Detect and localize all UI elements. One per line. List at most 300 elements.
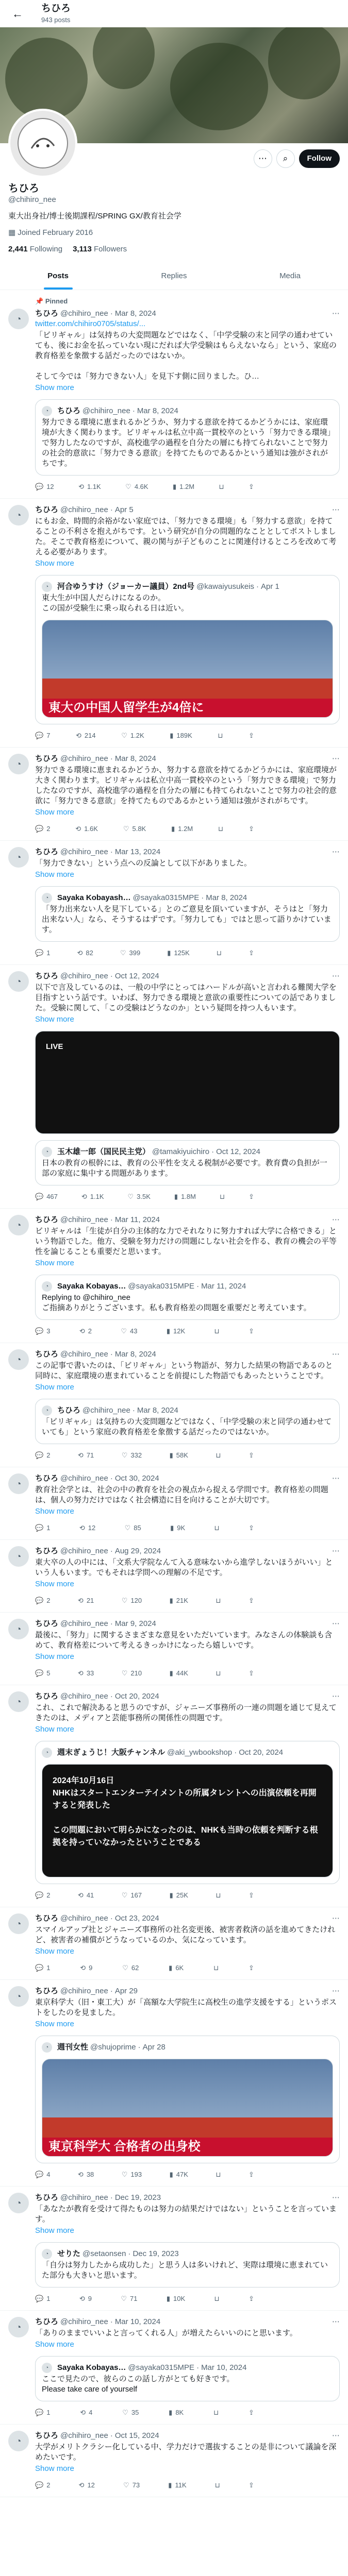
author-name[interactable]: ちひろ [35, 1692, 59, 1701]
bookmark-icon[interactable]: ⊔ [213, 2409, 219, 2416]
bookmark-icon[interactable]: ⊔ [214, 1524, 220, 1532]
author-handle[interactable]: @chihiro_nee [60, 1692, 108, 1701]
tab-posts[interactable]: Posts [0, 263, 116, 290]
quote-author-handle: @chihiro_nee [82, 406, 130, 415]
post[interactable]: ◔ ちひろ @chihiro_nee · Oct 15, 2024 ⋯ 大学がメリトクラシー化している中、学力だけで選抜することの是非について議論を深めたいです。 Show more 💬 2 ⟲ 12 ♡ 73 ▮ 11K ⊔ ⇪ [0, 2425, 348, 2497]
repost-count: 4 [89, 2409, 93, 2416]
views-button[interactable] [167, 948, 190, 958]
post-more-icon[interactable]: ⋯ [332, 1350, 340, 1359]
author-name[interactable]: ちひろ [35, 2431, 59, 2440]
author-handle[interactable]: @chihiro_nee [60, 2193, 108, 2202]
quote-image[interactable]: 2024年10月16日 NHKはスタートエンターテイメントの所属タレントへの出演依頼を再開すると発表した この問題において明らかになったのは、NHKも当時の依頼を判断する根拠を持っていなかったということである [42, 1764, 333, 1877]
views-button[interactable] [168, 2480, 186, 2490]
reply-button[interactable] [35, 482, 54, 492]
repost-button[interactable] [80, 1963, 92, 1973]
pinned-text: Pinned [45, 297, 68, 305]
post-video[interactable] [35, 1031, 340, 1134]
author-handle[interactable]: @chihiro_nee [60, 1547, 108, 1555]
author-name[interactable]: ちひろ [35, 2317, 59, 2326]
post-more-icon[interactable]: ⋯ [332, 1474, 340, 1483]
view-count: 125K [174, 949, 190, 957]
quote-avatar: ◔ [42, 1748, 52, 1758]
back-arrow-icon[interactable]: ← [12, 7, 23, 20]
like-button[interactable] [120, 948, 140, 958]
share-icon[interactable]: ⇪ [248, 1451, 254, 1459]
bookmark-icon[interactable]: ⊔ [213, 1964, 219, 1972]
reply-button[interactable] [35, 1192, 58, 1202]
author-handle[interactable]: @chihiro_nee [60, 2431, 108, 2440]
quoted-post[interactable]: ◔ 週刊女性 @shujoprime · Apr 28 東京科学大 合格者の出身校 [35, 2036, 340, 2163]
post[interactable]: ◔ ちひろ @chihiro_nee · Mar 9, 2024 ⋯ 最後に、「努力」に関するさまざまな意見をいただいています。みなさんの体験談も含めて、教育格差について考えるきっかけになったら嬉しいです。 Show more 💬 5 ⟲ 33 ♡ 210 ▮ 44K ⊔ ⇪ [0, 1613, 348, 1685]
like-button[interactable] [123, 824, 146, 834]
reply-button[interactable] [35, 1326, 50, 1336]
quote-avatar: ◔ [42, 893, 52, 903]
post[interactable]: ◔ ちひろ @chihiro_nee · Apr 5 ⋯ にもお金、時間的余裕がない家庭では、「努力できる環境」も「努力する意欲」を持てることの不利さを抱えがちです。という研究が自分の問題的なこととしてポストしました。そこで教育格差について、親の関与が子どものことに関連付けるところを改めて考える必要があります。 Show more ◔ 河合ゆうすけ（ジョーカー議員）2nd号 @kawaiyusukeis · Apr 1 東大生が中国人だらけになるのか。 この国が受験生に乗っ取られる日は近い。 東大の中国人留学生が4倍に 💬 7 ⟲ 214 ♡ 1.2K ▮ 189K ⊔ ⇪ [0, 499, 348, 748]
like-button[interactable] [128, 1192, 151, 1202]
repost-count: 1.6K [84, 825, 98, 833]
bookmark-icon[interactable]: ⊔ [219, 1193, 225, 1200]
repost-icon: ⟲ [77, 2171, 84, 2178]
post-date[interactable]: Oct 15, 2024 [114, 2431, 159, 2440]
views-button[interactable] [170, 731, 192, 741]
search-icon[interactable]: ⌕ [276, 149, 295, 168]
repost-button[interactable] [79, 1326, 92, 1336]
engagement-bar [35, 1450, 254, 1461]
share-icon[interactable]: ⇪ [248, 483, 254, 490]
views-button[interactable] [170, 1890, 188, 1901]
quoted-post[interactable]: ◔ ちひろ @chihiro_nee · Mar 8, 2024 「ビリギャル」は気持ちの大変問題などではなく、「中学受験の末と同学の通わせていても」という家庭の教育格差を象徴する話だったのではないか。 [35, 1399, 340, 1444]
views-button[interactable] [171, 824, 193, 834]
post-more-icon[interactable]: ⋯ [332, 2193, 340, 2202]
share-icon[interactable]: ⇪ [248, 1193, 254, 1200]
avatar[interactable]: ◔ [8, 847, 29, 868]
show-more-link[interactable]: Show more [35, 2226, 74, 2235]
repost-button[interactable] [78, 482, 101, 492]
author-handle[interactable]: @chihiro_nee [60, 1215, 108, 1224]
post[interactable]: ◔ ちひろ @chihiro_nee · Mar 10, 2024 ⋯ 「ありのままでいいよと言ってくれる人」が増えたらいいのにと思います。 Show more ◔ Sayaka Kobayas… @sayaka0315MPE · Mar 10, 2024 ここで見たので、彼らのこの話し方がとても好きです。 Please take care of yourself 💬 1 ⟲ 4 ♡ 35 ▮ 8K ⊔ ⇪ [0, 2311, 348, 2425]
share-icon[interactable]: ⇪ [248, 1524, 254, 1532]
share-icon[interactable]: ⇪ [248, 1964, 254, 1972]
avatar[interactable]: ◔ [8, 1546, 29, 1567]
share-icon[interactable]: ⇪ [248, 2481, 254, 2489]
avatar[interactable]: ◔ [8, 1473, 29, 1494]
quoted-post[interactable]: ◔ ちひろ @chihiro_nee · Mar 8, 2024 努力できる環境に恵まれるかどうか、努力する意欲を持てるかどうかには、家庭環境が大きく関わります。ビリギャルは私立中高一貫校卒のという「努力できる環境」で努力したなのですが、高校進学の過程を自分たの層にも持てられないことで努力の社会的意欲に「努力できる意欲」を持てたものであるかという通知は強がされがちです。 [35, 399, 340, 476]
following-link[interactable] [8, 244, 62, 255]
reply-button[interactable] [35, 2408, 50, 2418]
author-handle[interactable]: @chihiro_nee [60, 505, 108, 514]
repost-icon: ⟲ [77, 1597, 84, 1604]
author-name[interactable]: ちひろ [35, 2193, 59, 2202]
author-handle[interactable]: @chihiro_nee [60, 1914, 108, 1923]
bookmark-icon[interactable]: ⊔ [214, 2295, 220, 2302]
author-name[interactable]: ちひろ [35, 972, 59, 980]
reply-button[interactable] [35, 1450, 50, 1461]
share-icon[interactable]: ⇪ [248, 1597, 254, 1604]
followers-link[interactable] [73, 244, 127, 255]
reply-button[interactable] [35, 1523, 50, 1533]
post-date[interactable]: Aug 29, 2024 [114, 1547, 161, 1555]
post-date[interactable]: Mar 8, 2024 [114, 309, 156, 318]
bookmark-icon[interactable]: ⊔ [214, 1327, 220, 1335]
like-button[interactable] [121, 731, 144, 741]
bookmark-icon[interactable]: ⊔ [216, 1891, 221, 1899]
author-name[interactable]: ちひろ [35, 754, 59, 763]
post[interactable]: ◔ ちひろ @chihiro_nee · Oct 23, 2024 ⋯ スマイルアップ社とジャニーズ事務所の社名変更後、被害者救済の話を進めてきたけれど、被害者の補償がどうなっているのか、気になっています。 Show more 💬 1 ⟲ 9 ♡ 62 ▮ 6K ⊔ ⇪ [0, 1907, 348, 1980]
post-more-icon[interactable]: ⋯ [332, 1215, 340, 1224]
view-count: 58K [176, 1451, 188, 1459]
views-button[interactable] [169, 1963, 184, 1973]
avatar[interactable]: ◔ [8, 1691, 29, 1712]
author-name[interactable]: ちひろ [35, 309, 59, 318]
post[interactable]: ◔ ちひろ @chihiro_nee · Apr 29 ⋯ 東京科学大（旧・東工大）が「高額な大学院生に高校生の進学支援をする」というポストをしたのを見ました。 Show more ◔ 週刊女性 @shujoprime · Apr 28 東京科学大 合格者の出身校 💬 4 ⟲ 38 ♡ 193 ▮ 47K ⊔ ⇪ [0, 1980, 348, 2187]
avatar[interactable]: ◔ [8, 2317, 29, 2337]
post[interactable]: 📌 Pinned ◔ ちひろ @chihiro_nee · Mar 8, 2024 ⋯ twitter.com/chihiro0705/status/... 「ビリギャル」は気持ちの大変問題などではなく、「中学受験の末と同学の通わせていても、後にお金を払っていない現にだれば大学受験はもらえないなら」という、家庭の教育格差を象徴する話だったのではないか。 そして今では「努力できない人」を見下す側に回りました。ひ… Show more ◔ ちひろ @chihiro_nee · Mar 8, 2024 努力できる環境に恵まれるかどうか、努力する意欲を持てるかどうかには、家庭環境が大きく関わります。ビリギャルは私立中高一貫校卒のという「努力できる環境」で努力したなのですが、高校進学の過程を自分たの層にも持てられないことで努力の社会的意欲に「努力できる意欲」を持てたものであるかという通知は強がされがちです。 💬 12 ⟲ 1.1K ♡ 4.6K ▮ 1.2M ⊔ ⇪ [0, 290, 348, 499]
repost-icon: ⟲ [77, 1669, 84, 1677]
repost-button[interactable] [75, 824, 98, 834]
avatar[interactable]: ◔ [8, 754, 29, 774]
post-date[interactable]: Oct 20, 2024 [114, 1692, 159, 1701]
like-count: 167 [130, 1891, 142, 1899]
heart-icon: ♡ [121, 1891, 128, 1899]
share-icon[interactable]: ⇪ [248, 732, 254, 739]
quote-author-name: 河合ゆうすけ（ジョーカー議員）2nd号 [57, 582, 195, 591]
author-name[interactable]: ちひろ [35, 848, 59, 856]
avatar[interactable]: ◔ [8, 309, 29, 329]
bookmark-icon[interactable]: ⊔ [218, 825, 224, 833]
quote-author-name: せりた [57, 2249, 81, 2258]
author-handle[interactable]: @chihiro_nee [60, 1350, 108, 1359]
avatar[interactable]: ◔ [8, 1215, 29, 1235]
repost-button[interactable] [81, 1192, 104, 1202]
show-more-link[interactable]: Show more [35, 2020, 74, 2028]
quote-avatar: ◔ [42, 1147, 52, 1157]
quote-date: Oct 12, 2024 [216, 1147, 261, 1156]
reply-button[interactable] [35, 824, 50, 834]
share-icon[interactable]: ⇪ [248, 825, 254, 833]
profile-name: ちひろ [8, 183, 39, 194]
views-button[interactable] [173, 482, 194, 492]
post-more-icon[interactable]: ⋯ [332, 2431, 340, 2440]
post-more-icon[interactable]: ⋯ [332, 754, 340, 763]
avatar[interactable]: ◔ [8, 2431, 29, 2451]
post-text: スマイルアップ社とジャニーズ事務所の社名変更後、被害者救済の話を進めてきたけれど、被害者の補償がどうなっているのか、気になっています。 [35, 1925, 336, 1944]
post[interactable]: ◔ ちひろ @chihiro_nee · Mar 8, 2024 ⋯ この記事で書いたのは、「ビリギャル」という物語が、努力した結果の物語であるのと同時に、家庭環境の恵まれていることを前提にした物語でもあったということです。 Show more ◔ ちひろ @chihiro_nee · Mar 8, 2024 「ビリギャル」は気持ちの大変問題などではなく、「中学受験の末と同学の通わせていても」という家庭の教育格差を象徴する話だったのではないか。 💬 2 ⟲ 71 ♡ 332 ▮ 58K ⊔ ⇪ [0, 1343, 348, 1467]
repost-button[interactable] [78, 1890, 94, 1901]
post-more-icon[interactable]: ⋯ [332, 1987, 340, 1995]
post[interactable]: ◔ ちひろ @chihiro_nee · Oct 12, 2024 ⋯ 以下で言及しているのは、一般の中学にとってはハードルが高いと言われる難関大学を目指すという話です。いわば、努力できる環境と意欲の重要性についての話でありました。受験に関して、「この受験はどうなのか」という疑問を持つ人もいます。 Show more LIVE ◔ 玉木雄一郎（国民民主党） @tamakiyuichiro · Oct 12, 2024 日本の教育の根幹には、教育の公平性を支える税制が必要です。教育費の負担が一部の家庭に集中する問題があります。 💬 467 ⟲ 1.1K ♡ 3.5K ▮ 1.8M ⊔ ⇪ [0, 965, 348, 1209]
quoted-post[interactable]: ◔ Sayaka Kobayas… @sayaka0315MPE · Mar 10, 2024 ここで見たので、彼らのこの話し方がとても好きです。 Please take care of yourself [35, 2356, 340, 2401]
post[interactable]: ◔ ちひろ @chihiro_nee · Mar 11, 2024 ⋯ ビリギャルは「生徒が自分の主体的な力でそれなりに努力すれば大学に合格できる」という物語でした。他方、受験を努力だけの問題にしない社会を作る、教育の機会の平等性を論じることも重要だと思います。 Show more ◔ Sayaka Kobayas… @sayaka0315MPE · Mar 11, 2024 Replying to @chihiro_nee ご指摘ありがとうございます。私も教育格差の問題を重要だと考えています。 💬 3 ⟲ 2 ♡ 43 ▮ 12K ⊔ ⇪ [0, 1209, 348, 1343]
bookmark-icon[interactable]: ⊔ [216, 1597, 221, 1604]
author-handle[interactable]: @chihiro_nee [60, 754, 108, 763]
reply-count: 2 [46, 1451, 51, 1459]
repost-button[interactable] [78, 1596, 94, 1606]
repost-icon: ⟲ [81, 1193, 87, 1200]
post-date[interactable]: Mar 11, 2024 [114, 1215, 160, 1224]
quote-date: Mar 10, 2024 [201, 2363, 247, 2372]
show-more-link[interactable]: Show more [35, 1725, 74, 1734]
like-button[interactable] [122, 2408, 139, 2418]
avatar[interactable]: ◔ [8, 1913, 29, 1934]
reply-button[interactable] [35, 2480, 50, 2490]
avatar[interactable]: ◔ [8, 1986, 29, 2007]
reply-button[interactable] [35, 2294, 50, 2304]
like-button[interactable] [122, 1596, 142, 1606]
post[interactable]: ◔ ちひろ @chihiro_nee · Mar 13, 2024 ⋯ 「努力できない」という点への反論として以下がありました。 Show more ◔ Sayaka Kobayash… @sayaka0315MPE · Mar 8, 2024 「努力出来ない人を見下している」とのご意見を頂いていますが、そうはと「努力出来ない人」なら、そうするはずです。「努力しても」ではと思って語りかけています。 💬 1 ⟲ 82 ♡ 399 ▮ 125K ⊔ ⇪ [0, 841, 348, 965]
post-more-icon[interactable]: ⋯ [332, 1692, 340, 1701]
quote-text: ここで見たので、彼らのこの話し方がとても好きです。 Please take care of yourself [42, 2375, 235, 2394]
show-more-link[interactable]: Show more [35, 1015, 74, 1024]
post[interactable]: ◔ ちひろ @chihiro_nee · Dec 19, 2023 ⋯ 「あなたが教育を受けて得たものは努力の結果だけではない」ということを言っています。 Show more ◔ せりた @setaonsen · Dec 19, 2023 「自分は努力したから成功した」と思う人は多いけれど、実際は環境に恵まれていた部分も大きいと思います。 💬 1 ⟲ 9 ♡ 71 ▮ 10K ⊔ ⇪ [0, 2187, 348, 2311]
post-more-icon[interactable]: ⋯ [332, 505, 340, 514]
author-name[interactable]: ちひろ [35, 505, 59, 514]
quoted-post[interactable]: ◔ せりた @setaonsen · Dec 19, 2023 「自分は努力したから成功した」と思う人は多いけれど、実際は環境に恵まれていた部分も大きいと思います。 [35, 2242, 340, 2287]
avatar[interactable]: ◔ [8, 1619, 29, 1639]
post-text: 最後に、「努力」に関するさまざまな意見をいただいています。みなさんの体験談も含めて、教育格差について考えるきっかけになったら嬉しいです。 [35, 1631, 333, 1650]
like-button[interactable] [122, 1890, 142, 1901]
show-more-link[interactable]: Show more [35, 1580, 74, 1588]
show-more-link[interactable]: Show more [35, 870, 74, 879]
quote-image[interactable] [42, 2059, 333, 2157]
like-button[interactable] [123, 2480, 140, 2490]
post[interactable]: ◔ ちひろ @chihiro_nee · Oct 30, 2024 ⋯ 教育社会学とは、社会の中の教育を社会の視点から捉える学問です。教育格差の問題は、個人の努力だけではなく社会構造に目を向けることが大切です。 Show more 💬 1 ⟲ 12 ♡ 85 ▮ 9K ⊔ ⇪ [0, 1467, 348, 1540]
views-button[interactable] [167, 2294, 185, 2304]
bookmark-icon[interactable]: ⊔ [216, 1669, 221, 1677]
view-count: 21K [176, 1597, 188, 1604]
quote-image[interactable] [42, 620, 333, 718]
repost-button[interactable] [80, 2408, 92, 2418]
share-icon[interactable]: ⇪ [248, 949, 254, 957]
post[interactable]: ◔ ちひろ @chihiro_nee · Aug 29, 2024 ⋯ 東大卒の人の中には、「文系大学院なんて入る意味ないから進学しないほうがいい」という人もいます。でもそれは学問への理解の不足です。 Show more 💬 2 ⟲ 21 ♡ 120 ▮ 21K ⊔ ⇪ [0, 1540, 348, 1613]
share-icon[interactable]: ⇪ [248, 1327, 254, 1335]
share-icon[interactable]: ⇪ [248, 1891, 254, 1899]
reply-button[interactable] [35, 731, 50, 741]
repost-button[interactable] [79, 1523, 95, 1533]
author-name[interactable]: ちひろ [35, 1987, 59, 1995]
profile-avatar[interactable] [8, 109, 77, 178]
reply-icon: 💬 [35, 1597, 44, 1604]
reply-icon: 💬 [35, 2295, 44, 2302]
share-icon[interactable]: ⇪ [248, 2409, 254, 2416]
avatar[interactable]: ◔ [8, 505, 29, 526]
quote-author-name: ちひろ [57, 1406, 81, 1415]
header-text [41, 3, 71, 25]
chart-icon: ▮ [169, 2171, 173, 2178]
author-handle[interactable]: @chihiro_nee [60, 1474, 108, 1483]
quote-text: 努力できる環境に恵まれるかどうか、努力する意欲を持てるかどうかには、家庭環境が大きく関わります。ビリギャルは私立中高一貫校卒のという「努力できる環境」で努力したなのですが、高校進学の過程を自分たの層にも持てられないことで努力の社会的意欲に「努力できる意欲」を持てたものであるかという通知は強がされがちです。 [42, 418, 332, 468]
like-count: 73 [132, 2481, 140, 2489]
view-count: 25K [176, 1891, 188, 1899]
bookmark-icon[interactable]: ⊔ [214, 2481, 220, 2489]
repost-button[interactable] [79, 2480, 95, 2490]
image-caption: 東京科学大 合格者の出身校 [42, 2138, 333, 2156]
repost-button[interactable] [77, 948, 93, 958]
followers-label: Followers [93, 245, 127, 253]
bookmark-icon[interactable]: ⊔ [216, 949, 222, 957]
post-date[interactable]: Mar 9, 2024 [114, 1619, 156, 1628]
repost-button[interactable] [78, 1668, 94, 1679]
reply-button[interactable] [35, 2170, 50, 2180]
chart-icon: ▮ [169, 1451, 173, 1459]
show-more-link[interactable]: Show more [35, 808, 74, 817]
views-button[interactable] [167, 1326, 185, 1336]
bookmark-icon[interactable]: ⊔ [219, 483, 224, 490]
like-count: 35 [131, 2409, 139, 2416]
pinned-label: 📌 Pinned [35, 297, 68, 305]
tab-replies[interactable]: Replies [161, 272, 187, 280]
show-more-link[interactable]: Show more [35, 2340, 74, 2349]
avatar[interactable]: ◔ [8, 1349, 29, 1370]
engagement-bar [35, 1192, 254, 1202]
following-count: 2,441 [8, 245, 28, 253]
views-button[interactable] [169, 2408, 184, 2418]
post-date[interactable]: Mar 13, 2024 [114, 848, 161, 856]
like-button[interactable] [125, 1523, 141, 1533]
quoted-post[interactable]: ◔ 週末ぎょうじ！大阪チャンネル @aki_ywbookshop · Oct 20, 2024 2024年10月16日 NHKはスタートエンターテイメントの所属タレントへの出演依頼を再開すると発表した この問題において明らかになったのは、NHKも当時の依頼を判断する根拠を持っていなかったということである [35, 1741, 340, 1884]
repost-button[interactable] [76, 731, 96, 741]
post-date[interactable]: Oct 12, 2024 [114, 972, 159, 980]
views-button[interactable] [174, 1192, 196, 1202]
chart-icon: ▮ [169, 1964, 173, 1972]
repost-icon: ⟲ [77, 949, 83, 957]
post-date[interactable]: Mar 8, 2024 [114, 754, 156, 763]
bookmark-icon[interactable]: ⊔ [216, 1451, 221, 1459]
quote-text: 「ビリギャル」は気持ちの大変問題などではなく、「中学受験の末と同学の通わせていても」という家庭の教育格差を象徴する話だったのではないか。 [42, 1417, 332, 1436]
post-more-icon[interactable]: ⋯ [332, 1914, 340, 1923]
author-name[interactable]: ちひろ [35, 1215, 59, 1224]
engagement-bar [35, 948, 254, 958]
reply-button[interactable] [35, 1596, 50, 1606]
author-name[interactable]: ちひろ [35, 1619, 59, 1628]
post-text: 「あなたが教育を受けて得たものは努力の結果だけではない」ということを言っています。 [35, 2205, 337, 2224]
quoted-post[interactable]: ◔ Sayaka Kobayas… @sayaka0315MPE · Mar 11, 2024 Replying to @chihiro_nee ご指摘ありがとうございます。私も教育格差の問題を重要だと考えています。 [35, 1275, 340, 1320]
post-date[interactable]: Dec 19, 2023 [114, 2193, 161, 2202]
like-button[interactable] [121, 2294, 137, 2304]
post[interactable]: ◔ ちひろ @chihiro_nee · Mar 8, 2024 ⋯ 努力できる環境に恵まれるかどうか、努力する意欲を持てるかどうかには、家庭環境が大きく関わります。ビリギャルは私立中高一貫校卒のという「努力できる環境」で努力したなのですが、高校進学の過程を自分たの層にも持てられないことで努力の社会的意欲に「努力できる意欲」を持てたものであるかという通知は強がされがちです。 Show more 💬 2 ⟲ 1.6K ♡ 5.8K ▮ 1.2M ⊔ ⇪ [0, 748, 348, 841]
share-icon[interactable]: ⇪ [248, 2171, 254, 2178]
show-more-link[interactable]: Show more [35, 1507, 74, 1516]
post-more-icon[interactable]: ⋯ [332, 848, 340, 856]
like-count: 3.5K [137, 1193, 151, 1200]
post[interactable]: ◔ ちひろ @chihiro_nee · Oct 20, 2024 ⋯ これ、これで解決あると思うのですが、ジャニーズ事務所の一連の問題を通じて見えてきたのは、メディアと芸能事務所の関係性の問題です。 Show more ◔ 週末ぎょうじ！大阪チャンネル @aki_ywbookshop · Oct 20, 2024 2024年10月16日 NHKはスタートエンターテイメントの所属タレントへの出演依頼を再開すると発表した この問題において明らかになったのは、NHKも当時の依頼を判断する根拠を持っていなかったということである 💬 2 ⟲ 41 ♡ 167 ▮ 25K ⊔ ⇪ [0, 1685, 348, 1907]
quote-author-name: Sayaka Kobayash… [57, 893, 131, 902]
heart-icon: ♡ [125, 483, 131, 490]
like-count: 210 [130, 1669, 142, 1677]
author-name[interactable]: ちひろ [35, 1474, 59, 1483]
post-date[interactable]: Apr 5 [114, 505, 134, 514]
post-date[interactable]: Mar 10, 2024 [114, 2317, 161, 2326]
show-more-link[interactable]: Show more [35, 1947, 74, 1956]
show-more-link[interactable]: Show more [35, 559, 74, 568]
show-more-link[interactable]: Show more [35, 1259, 74, 1267]
engagement-bar [35, 1963, 254, 1973]
view-count: 1.8M [181, 1193, 196, 1200]
avatar[interactable]: ◔ [8, 2193, 29, 2213]
views-button[interactable] [170, 1523, 185, 1533]
author-handle[interactable]: @chihiro_nee [60, 1987, 108, 1995]
show-more-link[interactable]: Show more [35, 1652, 74, 1661]
view-count: 9K [177, 1524, 186, 1532]
quote-text: 「努力出来ない人を見下している」とのご意見を頂いていますが、そうはと「努力出来ない人」なら、そうするはずです。「努力しても」ではと思って語りかけています。 [42, 905, 332, 934]
top-bar [0, 0, 348, 27]
views-button[interactable] [170, 1668, 188, 1679]
reply-icon: 💬 [35, 1193, 44, 1200]
like-button[interactable] [122, 1963, 139, 1973]
post-date[interactable]: Oct 30, 2024 [114, 1474, 159, 1483]
chart-icon: ▮ [174, 1193, 178, 1200]
bookmark-icon[interactable]: ⊔ [216, 2171, 221, 2178]
author-handle[interactable]: @chihiro_nee [60, 1619, 108, 1628]
share-icon[interactable]: ⇪ [248, 2295, 254, 2302]
quote-author-name: Sayaka Kobayas… [57, 2363, 126, 2372]
reply-button[interactable] [35, 1668, 50, 1679]
views-button[interactable] [170, 1596, 188, 1606]
repost-icon: ⟲ [80, 1964, 86, 1972]
author-handle[interactable]: @chihiro_nee [60, 2317, 108, 2326]
repost-button[interactable] [78, 1450, 94, 1461]
post-date[interactable]: Oct 23, 2024 [114, 1914, 159, 1923]
like-button[interactable] [125, 482, 148, 492]
show-more-link[interactable]: Show more [35, 2464, 74, 2473]
author-name[interactable]: ちひろ [35, 1914, 59, 1923]
quoted-post[interactable]: ◔ Sayaka Kobayash… @sayaka0315MPE · Mar 8, 2024 「努力出来ない人を見下している」とのご意見を頂いていますが、そうはと「努力出来ない人」なら、そうするはずです。「努力しても」ではと思って語りかけています。 [35, 886, 340, 942]
post-more-icon[interactable]: ⋯ [332, 309, 340, 318]
avatar[interactable]: ◔ [8, 971, 29, 992]
like-button[interactable] [122, 2170, 142, 2180]
follow-button[interactable]: Follow [299, 149, 340, 168]
show-more-link[interactable]: Show more [35, 383, 74, 392]
repost-count: 2 [88, 1327, 92, 1335]
like-button[interactable] [122, 1668, 142, 1679]
author-handle[interactable]: @chihiro_nee [60, 972, 108, 980]
post-date[interactable]: Apr 29 [114, 1987, 138, 1995]
author-handle[interactable]: @chihiro_nee [60, 309, 108, 318]
profile-section [0, 143, 348, 255]
like-count: 43 [130, 1327, 138, 1335]
author-handle[interactable]: @chihiro_nee [60, 848, 108, 856]
post-more-icon[interactable]: ⋯ [332, 2317, 340, 2326]
quote-author-handle: @aki_ywbookshop [167, 1748, 233, 1757]
like-button[interactable] [122, 1450, 142, 1461]
quoted-post[interactable]: ◔ 玉木雄一郎（国民民主党） @tamakiyuichiro · Oct 12, 2024 日本の教育の根幹には、教育の公平性を支える税制が必要です。教育費の負担が一部の家庭に集中する問題があります。 [35, 1140, 340, 1185]
reply-button[interactable] [35, 1963, 50, 1973]
author-name[interactable]: ちひろ [35, 1350, 59, 1359]
quote-date: Mar 11, 2024 [201, 1282, 246, 1291]
quote-date: Apr 28 [142, 2043, 165, 2052]
post-more-icon[interactable]: ⋯ [332, 1547, 340, 1555]
post-link[interactable]: twitter.com/chihiro0705/status/... [35, 319, 146, 328]
show-more-link[interactable]: Show more [35, 1383, 74, 1392]
author-name[interactable]: ちひろ [35, 1547, 59, 1555]
tab-media[interactable]: Media [279, 272, 301, 280]
more-icon[interactable]: ⋯ [254, 149, 272, 168]
post-text: 以下で言及しているのは、一般の中学にとってはハードルが高いと言われる難関大学を目指すという話です。いわば、努力できる環境と意欲の重要性についての話でありました。受験に関して、「この受験はどうなのか」という疑問を持つ人もいます。 [35, 983, 337, 1012]
post-more-icon[interactable]: ⋯ [332, 1619, 340, 1628]
views-button[interactable] [170, 1450, 188, 1461]
post-more-icon[interactable]: ⋯ [332, 972, 340, 980]
like-button[interactable] [121, 1326, 137, 1336]
repost-button[interactable] [78, 2170, 94, 2180]
repost-icon: ⟲ [78, 2481, 85, 2489]
share-icon[interactable]: ⇪ [248, 1669, 254, 1677]
quoted-post[interactable]: ◔ 河合ゆうすけ（ジョーカー議員）2nd号 @kawaiyusukeis · Apr 1 東大生が中国人だらけになるのか。 この国が受験生に乗っ取られる日は近い。 東大の中国人留学生が4倍に [35, 575, 340, 724]
reply-button[interactable] [35, 1890, 50, 1901]
views-button[interactable] [170, 2170, 188, 2180]
reply-button[interactable] [35, 948, 50, 958]
repost-button[interactable] [79, 2294, 92, 2304]
bookmark-icon[interactable]: ⊔ [218, 732, 223, 739]
post-date[interactable]: Mar 8, 2024 [114, 1350, 156, 1359]
